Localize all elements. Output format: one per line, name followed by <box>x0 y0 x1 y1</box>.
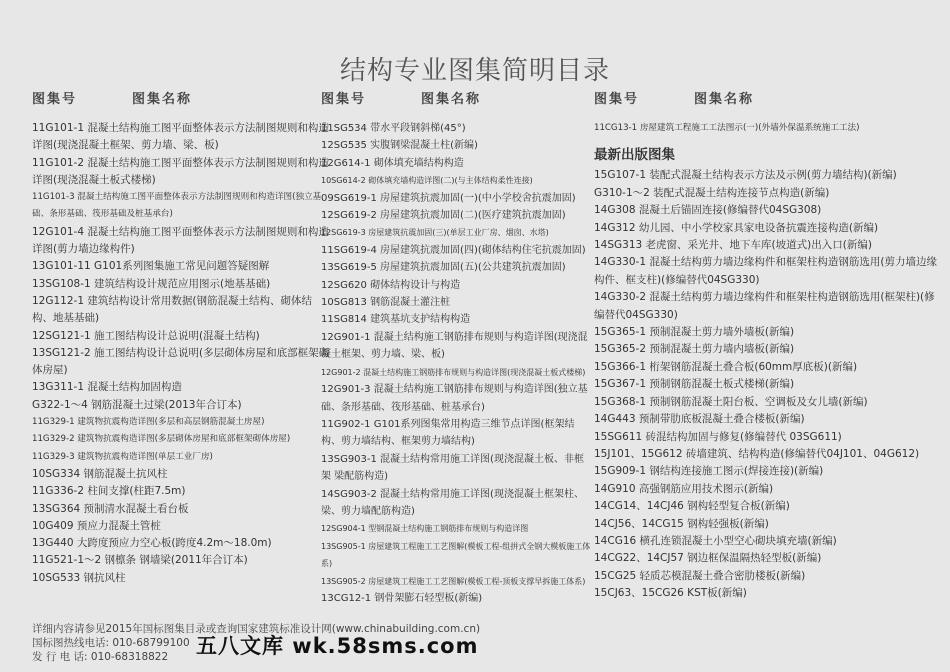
list-item: 14G330-1 混凝土结构剪力墙边缘构件和框架柱构造钢筋选用(剪力墙边缘构件、框支柱)(修编替代04SG330) <box>594 256 937 286</box>
list-item: 13SG121-2 施工图结构设计总说明(多层砌体房屋和底部框架砌体房屋) <box>32 346 330 377</box>
column-1 <box>32 90 330 587</box>
list-item: 13SG903-1 混凝土结构常用施工详图(现浇混凝土板、非框架 梁配筋构造) <box>321 453 584 483</box>
list-item: 14SG903-2 混凝土结构常用施工详图(现浇混凝土框架柱、梁、剪力墙配筋构造) <box>321 488 584 517</box>
list-item: 11SG619-4 房屋建筑抗震加固(四)(砌体结构住宅抗震加固) <box>321 244 586 256</box>
list-item: 14G330-2 混凝土结构剪力墙边缘构件和框架柱构造钢筋选用(框架柱)(修编替代04SG330) <box>594 291 935 321</box>
list-item: 13SG108-1 建筑结构设计规范应用图示(地基基础) <box>32 277 271 290</box>
list-item: 12SG619-2 房屋建筑抗震加固(二)(医疗建筑抗震加固) <box>321 210 566 222</box>
list-item: 15G366-1 桁架钢筋混凝土叠合板(60mm厚底板)(新编) <box>594 360 858 373</box>
list-item: 13G311-1 混凝土结构加固构造 <box>32 381 182 394</box>
list-item: 13CG12-1 钢骨架膨石轻型板(新编) <box>321 592 483 604</box>
list-item: 12SG619-3 房屋建筑抗震加固(三)(单层工业厂房、烟囱、水塔) <box>321 228 549 238</box>
list-item: 10SG334 钢筋混凝土抗风柱 <box>32 467 168 480</box>
list-item: 12G614-1 砌体填充墙结构构造 <box>321 157 464 169</box>
footer-line-sales: 发 行 电 话: 010-68318822 <box>32 651 169 663</box>
list-item: 11G329-3 建筑物抗震构造详图(单层工业厂房) <box>32 451 213 462</box>
list-item: G310-1～2 装配式混凝土结构连接节点构造(新编) <box>594 186 830 199</box>
footer-line-hotline: 国标图热线电话: 010-68799100 <box>32 637 190 649</box>
list-item: 13SG619-5 房屋建筑抗震加固(五)(公共建筑抗震加固) <box>321 262 566 274</box>
header-atlas-name: 图集名称 <box>694 92 755 107</box>
header-atlas-number: 图集号 <box>32 92 78 107</box>
list-item: 11G521-1～2 钢檩条 钢墙梁(2011年合订本) <box>32 554 248 567</box>
list-item: 11G101-3 混凝土结构施工图平面整体表示方法制图规则和构造详图(独立基础、条形基础、筏形基础及桩基承台) <box>32 192 322 220</box>
list-item: 09SG619-1 房屋建筑抗震加固(一)(中小学校舍抗震加固) <box>321 192 576 204</box>
list-item: 12G901-1 混凝土结构施工钢筋排布规则与构造详图(现浇混凝土框架、剪力墙、梁、板) <box>321 331 588 361</box>
list-item: 15G909-1 钢结构连接施工图示(焊接连接)(新编) <box>594 465 824 478</box>
list-item: 12G101-4 混凝土结构施工图平面整体表示方法制图规则和构造详图(剪力墙边缘构件) <box>32 225 329 256</box>
list-item: 14SG313 老虎窗、采光井、地下车库(坡道式)出入口(新编) <box>594 239 872 252</box>
list-item: 13SG364 预制清水混凝土看台板 <box>32 502 189 515</box>
list-item: 13SG905-2 房屋建筑工程施工工艺图解(模板工程-顶板支撑早拆施工体系) <box>321 576 586 586</box>
list-item: 11G101-2 混凝土结构施工图平面整体表示方法制图规则和构造详图(现浇混凝土板式楼梯) <box>32 156 329 186</box>
list-item: 14CG22、14CJ57 钢边框保温隔热轻型板(新编) <box>594 552 822 565</box>
column-2 <box>321 90 593 607</box>
page-title: 结构专业图集简明目录 <box>339 56 610 86</box>
list-item: 12G901-2 混凝土结构施工钢筋排布规则与构造详图(现浇混凝土板式楼梯) <box>321 367 586 377</box>
column-header <box>321 90 593 120</box>
list-item: 14G312 幼儿园、中小学校家具家电设备抗震连接构造(新编) <box>594 221 879 234</box>
list-item: 15SG611 砖混结构加固与修复(修编替代 03SG611) <box>594 430 842 443</box>
list-item: 11CG13-1 房屋建筑工程施工工法图示(一)(外墙外保温系统施工工法) <box>594 123 860 133</box>
list-item: 15G368-1 预制钢筋混凝土阳台板、空调板及女儿墙(新编) <box>594 395 868 408</box>
list-item: 11G329-1 建筑物抗震构造详图(多层和高层钢筋混凝土房屋) <box>32 417 265 428</box>
list-item: 12SG121-1 施工图结构设计总说明(混凝土结构) <box>32 329 260 342</box>
watermark: 五八文库 wk.58sms.com <box>196 634 479 658</box>
list-item: 11G336-2 柱间支撑(柱距7.5m) <box>32 485 186 498</box>
column-3 <box>594 90 939 603</box>
list-item: G322-1～4 钢筋混凝土过梁(2013年合订本) <box>32 398 242 411</box>
list-item: 15CJ63、15CG26 KST板(新编) <box>594 587 747 600</box>
atlas-list <box>594 120 939 137</box>
list-item: 10G409 预应力混凝土管桩 <box>32 519 161 532</box>
column-header <box>32 90 330 120</box>
header-atlas-number: 图集号 <box>594 92 640 107</box>
list-item: 10SG533 钢抗风柱 <box>32 571 126 584</box>
list-item: 14CJ56、14CG15 钢构轻强板(新编) <box>594 517 769 530</box>
atlas-list <box>32 120 330 587</box>
atlas-list-new <box>594 167 939 602</box>
atlas-list <box>321 120 593 607</box>
list-item: 10SG813 钢筋混凝土灌注桩 <box>321 297 451 309</box>
list-item: 13SG905-1 房屋建筑工程施工工艺图解(模板工程-组拼式全钢大模板施工体系) <box>321 541 591 569</box>
list-item: 11SG534 带水平段钢斜梯(45°) <box>321 123 466 134</box>
list-item: 12SG904-1 型钢混凝土结构施工钢筋排布规则与构造详图 <box>321 524 529 534</box>
column-header <box>594 90 939 120</box>
list-item: 15G367-1 预制钢筋混凝土板式楼梯(新编) <box>594 378 795 391</box>
list-item: 15CG25 轻质芯模混凝土叠合密肋楼板(新编) <box>594 569 806 582</box>
list-item: 15G365-1 预制混凝土剪力墙外墙板(新编) <box>594 326 795 339</box>
list-item: 12SG620 砌体结构设计与构造 <box>321 279 461 291</box>
header-atlas-number: 图集号 <box>321 92 367 107</box>
header-atlas-name: 图集名称 <box>421 92 482 107</box>
list-item: 13G440 大跨度预应力空心板(跨度4.2m～18.0m) <box>32 537 272 550</box>
list-item: 11G902-1 G101系列图集常用构造三维节点详图(框架结构、剪力墙结构、框架剪力墙结构) <box>321 418 575 448</box>
list-item: 15J101、15G612 砖墙建筑、结构构造(修编替代04J101、04G612) <box>594 447 920 460</box>
list-item: 12SG535 实腹钢梁混凝土柱(新编) <box>321 140 478 152</box>
list-item: 11G329-2 建筑物抗震构造详图(多层砌体房屋和底部框架砌体房屋) <box>32 434 291 445</box>
list-item: 14G910 高强钢筋应用技术图示(新编) <box>594 482 774 495</box>
list-item: 12G112-1 建筑结构设计常用数据(钢筋混凝土结构、砌体结构、地基基础) <box>32 294 312 325</box>
list-item: 14CG14、14CJ46 钢构轻型复合板(新编) <box>594 500 790 513</box>
list-item: 14G308 混凝土后锚固连接(修编替代04SG308) <box>594 204 822 217</box>
list-item: 11SG814 建筑基坑支护结构构造 <box>321 314 471 326</box>
list-item: 15G107-1 装配式混凝土结构表示方法及示例(剪力墙结构)(新编) <box>594 169 897 182</box>
list-item: 10SG614-2 砌体填充墙构造详图(二)(与主体结构柔性连接) <box>321 176 533 186</box>
section-title-new-releases: 最新出版图集 <box>594 147 675 164</box>
list-item: 11G101-1 混凝土结构施工图平面整体表示方法制图规则和构造详图(现浇混凝土框架、剪力墙、梁、板) <box>32 122 329 152</box>
list-item: 15G365-2 预制混凝土剪力墙内墙板(新编) <box>594 343 795 356</box>
header-atlas-name: 图集名称 <box>132 92 193 107</box>
list-item: 14CG16 横孔连锁混凝土小型空心砌块填充墙(新编) <box>594 534 837 547</box>
list-item: 12G901-3 混凝土结构施工钢筋排布规则与构造详图(独立基础、条形基础、筏形基础、桩基承台) <box>321 384 588 413</box>
list-item: 13G101-11 G101系列图集施工常见问题答疑图解 <box>32 260 270 273</box>
list-item: 14G443 预制带肋底板混凝土叠合楼板(新编) <box>594 413 805 426</box>
footer-line-website: 详细内容请参见2015年国标图集目录或查询国家建筑标准设计网(www.chinabuilding.com.cn) <box>32 623 481 635</box>
